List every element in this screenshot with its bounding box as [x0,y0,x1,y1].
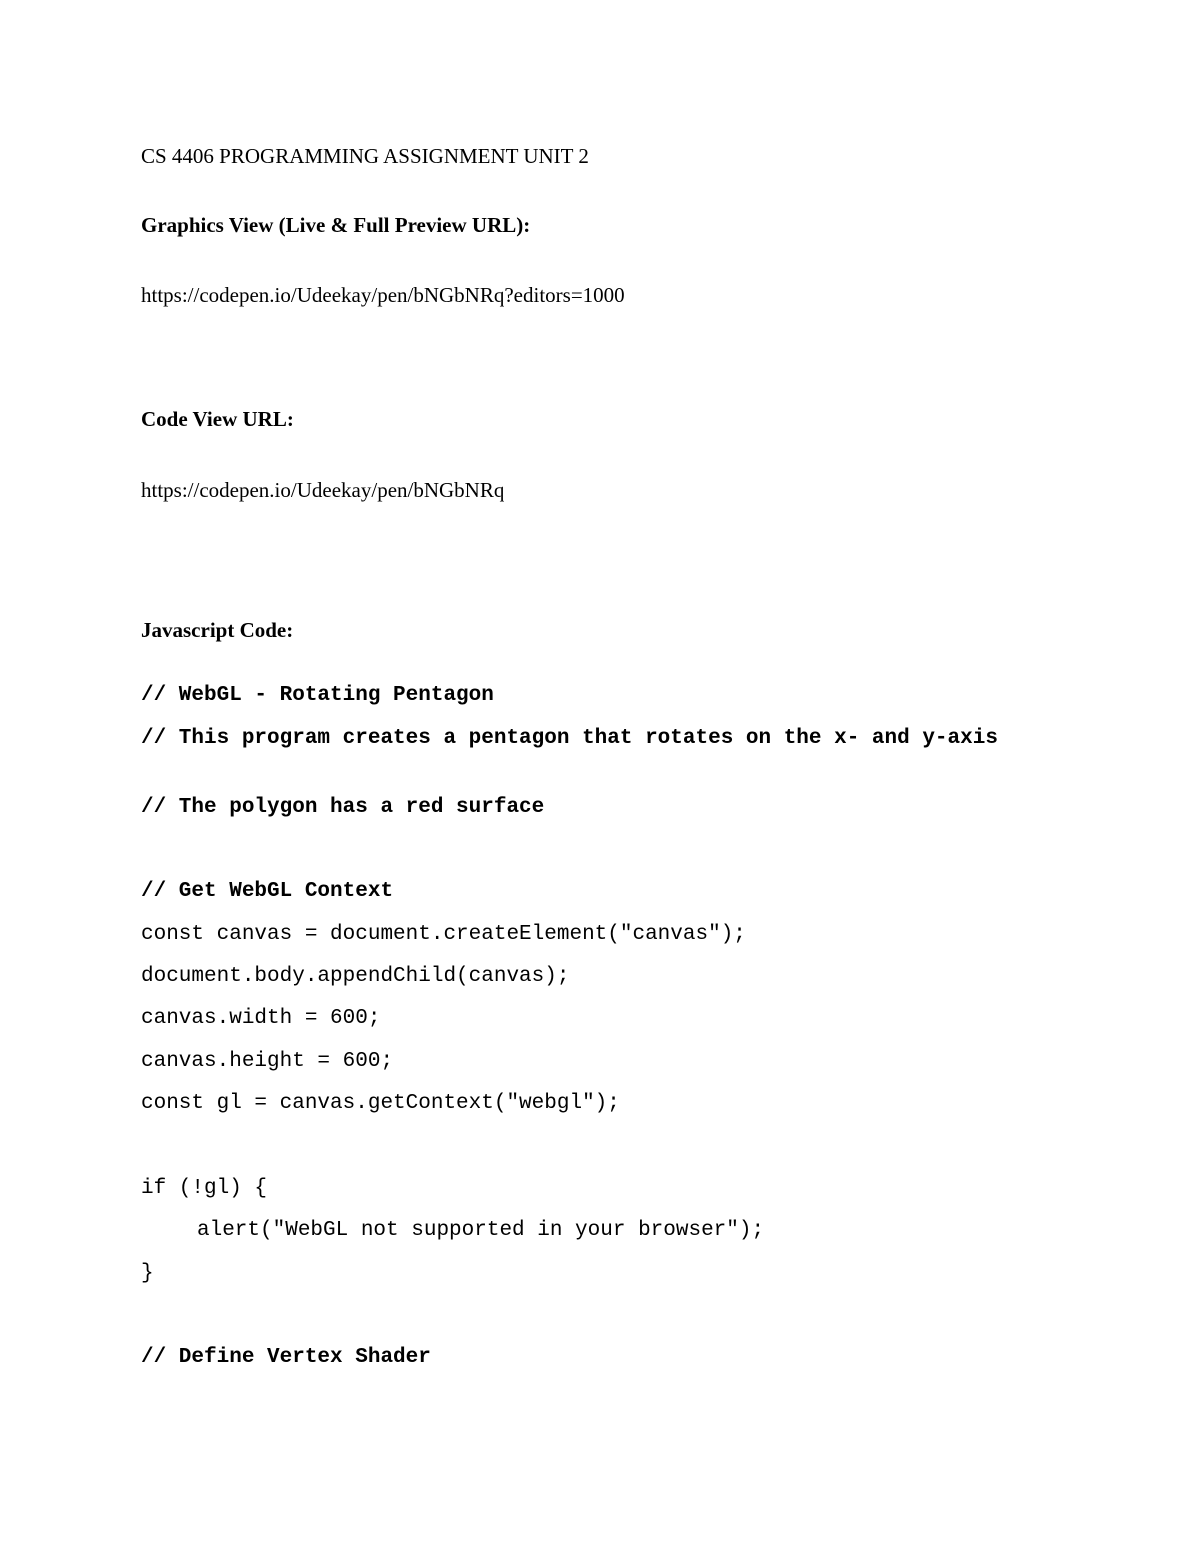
code-comment-surface: // The polygon has a red surface [141,796,545,819]
code-line-height: canvas.height = 600; [141,1050,394,1073]
code-line-create-canvas: const canvas = document.createElement("canvas"); [141,923,746,946]
code-comment-vertex-shader: // Define Vertex Shader [141,1346,431,1369]
code-line-if-open: if (!gl) { [141,1177,268,1200]
graphics-view-label: Graphics View (Live & Full Preview URL): [141,213,531,237]
code-comment-title: // WebGL - Rotating Pentagon [141,684,494,707]
javascript-code-label: Javascript Code: [141,618,294,642]
code-line-append-canvas: document.body.appendChild(canvas); [141,965,570,988]
code-line-get-context: const gl = canvas.getContext("webgl"); [141,1092,620,1115]
graphics-view-url: https://codepen.io/Udeekay/pen/bNGbNRq?editors=1000 [141,283,625,307]
code-line-width: canvas.width = 600; [141,1007,381,1030]
document-title: CS 4406 PROGRAMMING ASSIGNMENT UNIT 2 [141,144,589,168]
code-view-label: Code View URL: [141,407,294,431]
code-comment-description: // This program creates a pentagon that rotates on the x- and y-axis [141,727,998,750]
code-line-if-close: } [141,1262,154,1285]
code-comment-context: // Get WebGL Context [141,880,394,903]
code-line-alert: alert("WebGL not supported in your browser"); [197,1219,765,1242]
code-view-url: https://codepen.io/Udeekay/pen/bNGbNRq [141,478,505,502]
